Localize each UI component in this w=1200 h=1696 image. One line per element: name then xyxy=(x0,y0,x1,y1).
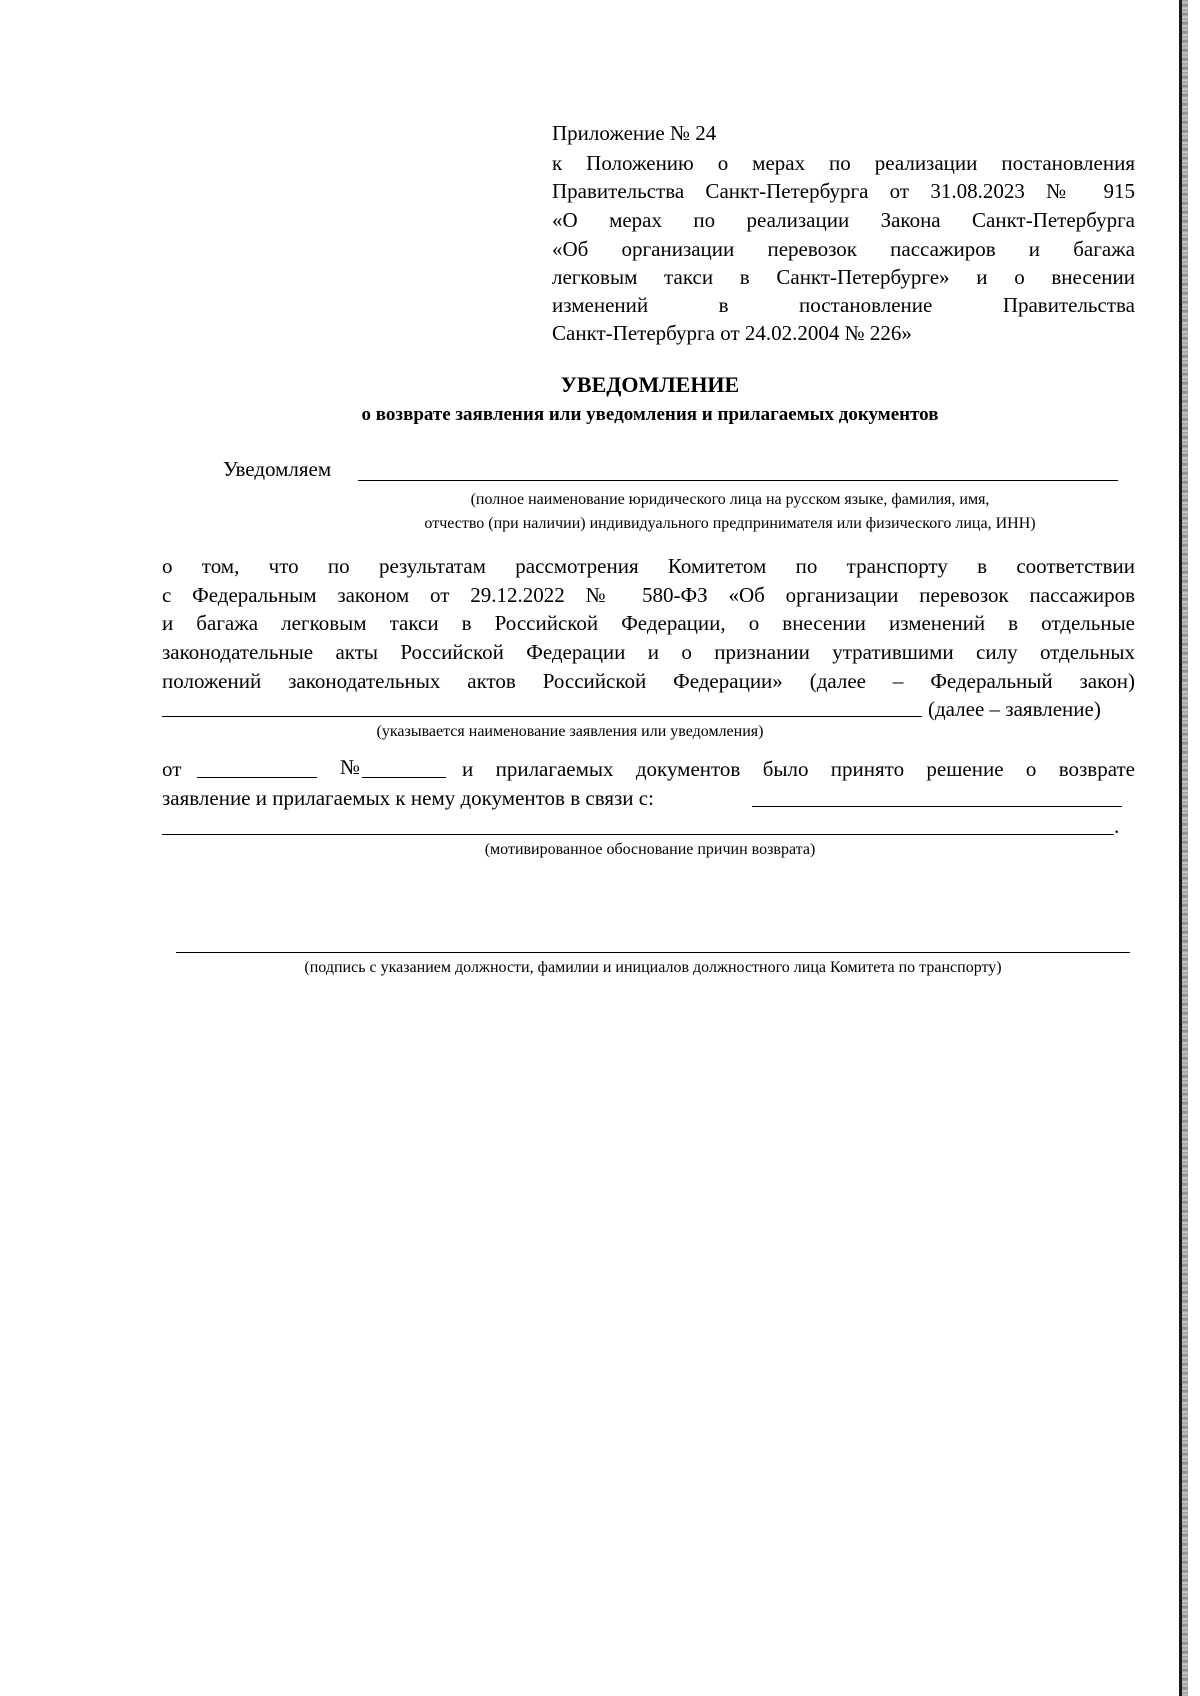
recipient-name-blank[interactable] xyxy=(358,480,1118,481)
appendix-line: Правительства Санкт-Петербурга от 31.08.2023 № 915 xyxy=(552,179,1135,203)
reason-end-period: . xyxy=(1114,814,1120,838)
reason-caption: (мотивированное обоснование причин возврата) xyxy=(484,841,816,858)
notify-label: Уведомляем xyxy=(223,457,332,481)
appendix-word: постановление xyxy=(799,293,933,317)
body-line: положений законодательных актов Российской Федерации» (далее – Федеральный закон) xyxy=(162,669,1135,693)
reason-text: заявление и прилагаемых к нему документов в связи с: xyxy=(162,786,654,810)
signature-blank[interactable] xyxy=(176,952,1130,953)
decision-text: и прилагаемых документов было принято решение о возврате xyxy=(462,757,1135,781)
application-suffix: (далее – заявление) xyxy=(928,697,1101,721)
body-line: о том, что по результатам рассмотрения Комитетом по транспорту в соответствии xyxy=(162,554,1135,578)
appendix-line: к Положению о мерах по реализации постановления xyxy=(552,151,1135,175)
appendix-last-line: Санкт-Петербурга от 24.02.2004 № 226» xyxy=(552,321,912,345)
date-blank[interactable] xyxy=(197,777,317,778)
appendix-line-spread xyxy=(552,292,1135,318)
reason-blank-1[interactable] xyxy=(752,806,1122,807)
appendix-number: Приложение № 24 xyxy=(552,121,717,145)
number-blank[interactable] xyxy=(362,777,446,778)
appendix-line: «Об организации перевозок пассажиров и багажа xyxy=(552,237,1135,261)
appendix-line: легковым такси в Санкт-Петербурге» и о внесении xyxy=(552,265,1135,289)
body-line: с Федеральным законом от 29.12.2022 № 580-ФЗ «Об организации перевозок пассажиров xyxy=(162,583,1135,607)
number-label: № xyxy=(340,755,361,779)
recipient-caption-1: (полное наименование юридического лица на русском языке, фамилия, имя, xyxy=(470,491,990,508)
document-title: УВЕДОМЛЕНИЕ xyxy=(560,372,740,397)
body-line: законодательные акты Российской Федерации и о признании утратившими силу отдельных xyxy=(162,640,1135,664)
application-name-blank[interactable] xyxy=(162,716,922,717)
signature-caption: (подпись с указанием должности, фамилии и инициалов должностного лица Комитета по транспорту) xyxy=(304,959,1002,976)
appendix-line-spread-inner xyxy=(552,292,1135,318)
reason-blank-2[interactable] xyxy=(162,834,1114,835)
appendix-word: Правительства xyxy=(1002,293,1135,317)
appendix-word: изменений xyxy=(552,293,649,317)
document-subtitle: о возврате заявления или уведомления и прилагаемых документов xyxy=(361,404,939,425)
application-caption: (указывается наименование заявления или уведомления) xyxy=(376,723,764,740)
recipient-caption-2: отчество (при наличии) индивидуального предпринимателя или физического лица, ИНН) xyxy=(424,515,1036,532)
body-line: и багажа легковым такси в Российской Федерации, о внесении изменений в отдельные xyxy=(162,611,1135,635)
appendix-line: «О мерах по реализации Закона Санкт-Петербурга xyxy=(552,208,1135,232)
appendix-word: в xyxy=(718,293,729,317)
from-label: от xyxy=(162,757,182,781)
